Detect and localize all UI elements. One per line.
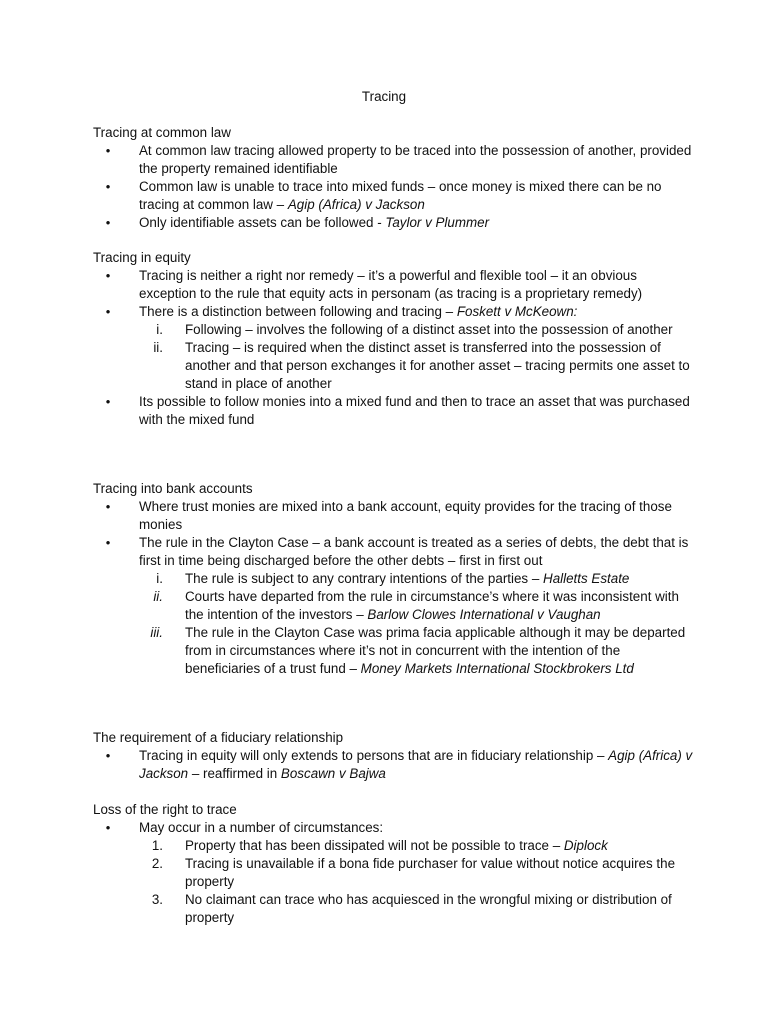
bullet-item — [93, 267, 693, 303]
numbered-item — [93, 837, 693, 855]
number-marker: 1. — [151, 838, 163, 853]
bullet-text: May occur in a number of circumstances: — [139, 820, 384, 835]
case-name: Barlow Clowes International v Vaughan — [367, 607, 601, 622]
bullet-icon: • — [105, 268, 111, 283]
case-name: Agip (Africa) v Jackson — [287, 197, 425, 212]
numbered-item-text: Property that has been dissipated will not be possible to trace – Diplock — [185, 838, 608, 853]
sub-item — [93, 570, 693, 588]
sub-item — [93, 339, 693, 393]
case-name: Boscawn v Bajwa — [280, 766, 386, 781]
section-heading: The requirement of a fiduciary relationship — [93, 730, 344, 745]
numbered-item-text: Tracing is unavailable if a bona fide purchaser for value without notice acquires the property — [185, 856, 676, 889]
bullet-icon: • — [105, 215, 111, 230]
section-loss-of-right — [93, 801, 693, 927]
sub-item — [93, 624, 693, 678]
section-fiduciary — [93, 729, 693, 783]
section-heading: Loss of the right to trace — [93, 802, 237, 817]
bullet-icon: • — [105, 499, 111, 514]
bullet-icon: • — [105, 748, 111, 763]
section-heading: Tracing at common law — [93, 125, 231, 140]
bullet-item — [93, 178, 693, 214]
bullet-text: Where trust monies are mixed into a bank account, equity provides for the tracing of those monies — [139, 499, 672, 532]
case-name: Money Markets International Stockbrokers Ltd — [360, 661, 634, 676]
bullet-text: Tracing in equity will only extends to persons that are in fiduciary relationship – Agip (Africa) v Jackson – reaffirmed in Boscawn v Bajwa — [139, 748, 693, 781]
section-common-law — [93, 124, 693, 232]
case-name: Halletts Estate — [543, 571, 630, 586]
bullet-item — [93, 819, 693, 837]
case-name: Diplock — [563, 838, 608, 853]
section-equity — [93, 249, 693, 429]
case-name: Foskett v McKeown: — [456, 304, 578, 319]
bullet-text: Tracing is neither a right nor remedy – it’s a powerful and flexible tool – it an obvious exception to the rule that equity acts in personam (as tracing is a proprietary remedy) — [139, 268, 643, 301]
sub-item-text: The rule in the Clayton Case was prima facia applicable although it may be departed from in circumstances where it’s not in concurrent with the intention of the beneficiaries of a trust fund – Money Markets International Stockbrokers Ltd — [185, 625, 686, 676]
number-marker: 2. — [151, 856, 163, 871]
roman-marker: ii. — [153, 340, 163, 355]
bullet-text: There is a distinction between following and tracing – Foskett v McKeown: — [139, 304, 578, 319]
sub-item-text: The rule is subject to any contrary intentions of the parties – Halletts Estate — [185, 571, 630, 586]
bullet-item — [93, 747, 693, 783]
numbered-item — [93, 891, 693, 927]
sub-item-text: Courts have departed from the rule in circumstance’s where it was inconsistent with the intention of the investors – Barlow Clowes International v Vaughan — [185, 589, 679, 622]
bullet-item — [93, 534, 693, 570]
section-heading: Tracing in equity — [93, 250, 191, 265]
sub-item — [93, 321, 693, 339]
bullet-item — [93, 214, 693, 232]
bullet-icon: • — [105, 143, 111, 158]
bullet-item — [93, 142, 693, 178]
bullet-item — [93, 498, 693, 534]
roman-marker: i. — [156, 322, 163, 337]
bullet-icon: • — [105, 820, 111, 835]
bullet-text: At common law tracing allowed property to be traced into the possession of another, provided the property remained identifiable — [139, 143, 692, 176]
roman-marker: i. — [156, 571, 163, 586]
case-name: Agip (Africa) v Jackson — [139, 748, 693, 781]
bullet-icon: • — [105, 179, 111, 194]
sub-item-text: Tracing – is required when the distinct asset is transferred into the possession of another and that person exchanges it for another asset – tracing permits one asset to stand in place of another — [185, 340, 690, 391]
section-heading: Tracing into bank accounts — [93, 481, 253, 496]
roman-marker: iii. — [150, 625, 163, 640]
bullet-text: Only identifiable assets can be followed - Taylor v Plummer — [139, 215, 490, 230]
number-marker: 3. — [151, 892, 163, 907]
bullet-icon: • — [105, 535, 111, 550]
bullet-item — [93, 303, 693, 321]
sub-item-text: Following – involves the following of a distinct asset into the possession of another — [185, 322, 673, 337]
page-title: Tracing — [361, 89, 407, 104]
bullet-text: Its possible to follow monies into a mixed fund and then to trace an asset that was purchased with the mixed fund — [139, 394, 690, 427]
bullet-icon: • — [105, 304, 111, 319]
section-bank-accounts — [93, 480, 693, 678]
numbered-item — [93, 855, 693, 891]
bullet-text: The rule in the Clayton Case – a bank account is treated as a series of debts, the debt that is first in time being discharged before the other debts – first in first out — [139, 535, 689, 568]
bullet-text: Common law is unable to trace into mixed funds – once money is mixed there can be no tracing at common law – Agip (Africa) v Jackson — [139, 179, 662, 212]
bullet-item — [93, 393, 693, 429]
numbered-item-text: No claimant can trace who has acquiesced in the wrongful mixing or distribution of property — [185, 892, 672, 925]
roman-marker: ii. — [153, 589, 163, 604]
case-name: Taylor v Plummer — [385, 215, 490, 230]
sub-item — [93, 588, 693, 624]
bullet-icon: • — [105, 394, 111, 409]
